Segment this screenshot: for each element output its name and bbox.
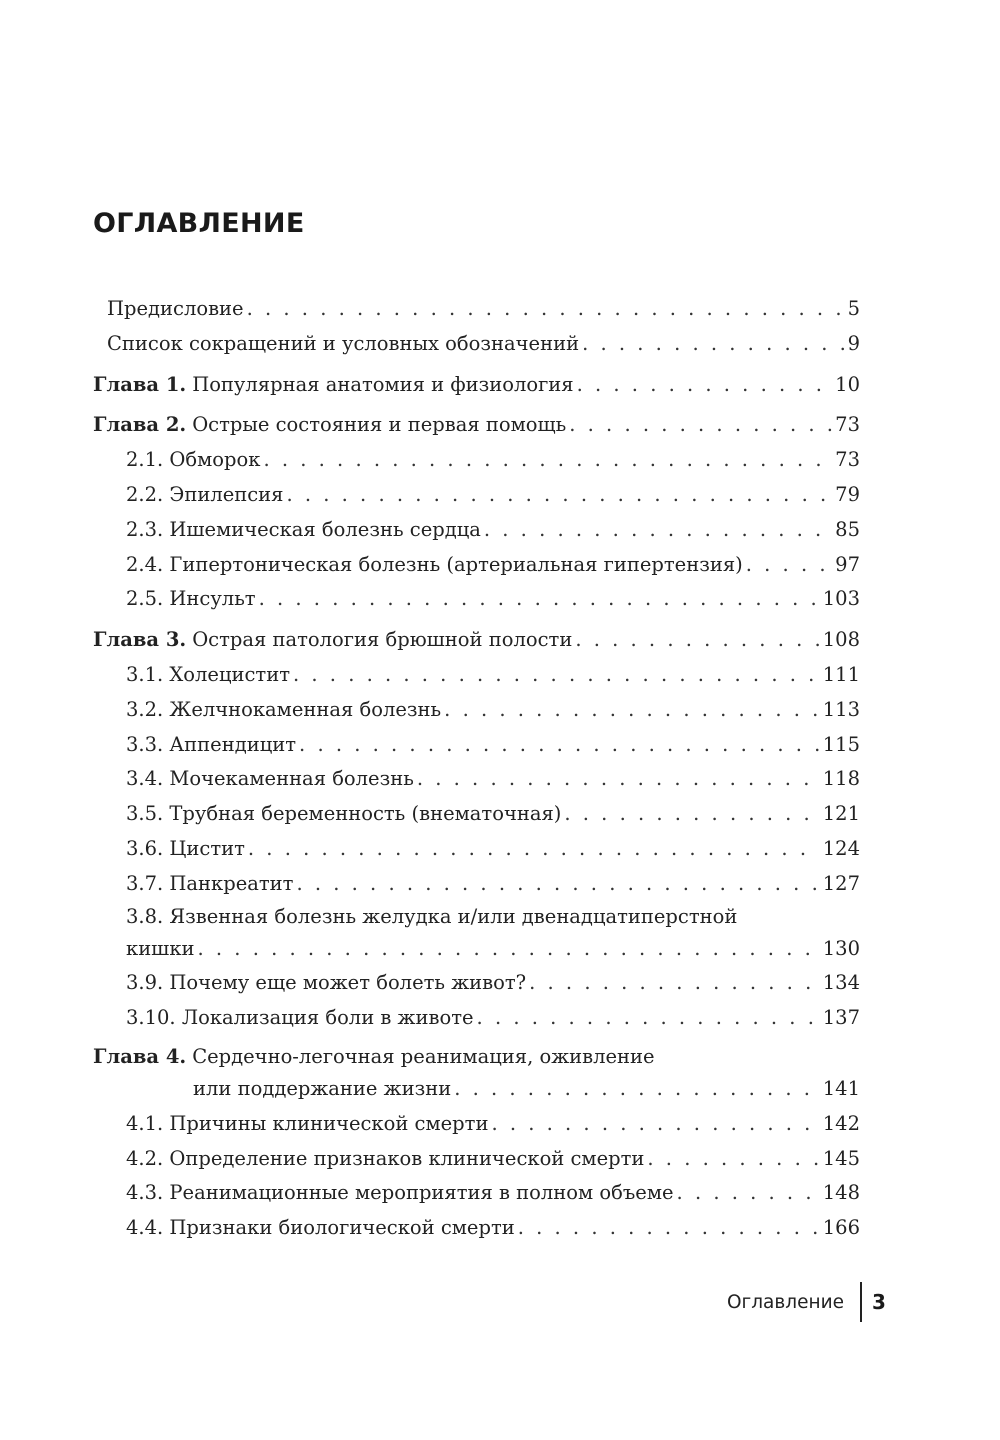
section-title: 2.4. Гипертоническая болезнь (артериальная гипертензия) <box>126 552 743 576</box>
section-page: 134 <box>822 971 860 995</box>
toc-chapter-3[interactable] <box>93 623 860 658</box>
dot-leader <box>529 966 820 1001</box>
section-title: 3.5. Трубная беременность (внематочная) <box>126 802 562 826</box>
section-title: 3.10. Локализация боли в животе <box>126 1006 474 1030</box>
dot-leader <box>286 478 832 513</box>
section-page: 127 <box>822 871 860 895</box>
dot-leader <box>484 513 832 548</box>
dot-leader <box>444 693 820 728</box>
dot-leader <box>569 408 832 443</box>
section-page: 130 <box>822 936 860 960</box>
section-page: 111 <box>822 662 860 686</box>
chapter-label: Глава 3. <box>93 628 187 652</box>
toc-entry-title: Список сокращений и условных обозначений <box>107 331 580 355</box>
toc-section-3-8[interactable] <box>93 902 860 967</box>
toc-section-2-1[interactable] <box>93 443 860 478</box>
dot-leader <box>746 548 832 583</box>
toc-section-4-4[interactable] <box>93 1211 860 1246</box>
section-page: 166 <box>822 1216 860 1240</box>
footer-section-title: Оглавление <box>726 1292 844 1313</box>
section-page: 103 <box>822 587 860 611</box>
toc-section-3-10[interactable] <box>93 1001 860 1036</box>
section-title: 4.4. Признаки биологической смерти <box>126 1216 515 1240</box>
section-title: 3.2. Желчнокаменная болезнь <box>126 697 442 721</box>
section-title: 3.9. Почему еще может болеть живот? <box>126 971 527 995</box>
section-title: 3.3. Аппендицит <box>126 732 297 756</box>
section-title-line2: кишки <box>126 936 195 960</box>
dot-leader <box>477 1001 820 1036</box>
toc-section-2-2[interactable] <box>93 478 860 513</box>
dot-leader <box>263 443 832 478</box>
dot-leader <box>259 582 820 617</box>
footer-divider <box>860 1282 862 1322</box>
chapter-page: 108 <box>822 628 860 652</box>
chapter-title-line2: или поддержание жизни <box>193 1076 452 1100</box>
section-page: 79 <box>835 482 860 506</box>
toc-chapter-4[interactable] <box>93 1042 860 1107</box>
section-page: 118 <box>822 767 860 791</box>
section-title: 2.2. Эпилепсия <box>126 482 284 506</box>
toc-section-3-2[interactable] <box>93 693 860 728</box>
section-page: 137 <box>822 1006 860 1030</box>
dot-leader <box>564 797 819 832</box>
section-title: 3.6. Цистит <box>126 836 245 860</box>
section-page: 115 <box>822 732 860 756</box>
dot-leader <box>198 932 820 967</box>
section-title: 4.2. Определение признаков клинической смерти <box>126 1146 645 1170</box>
section-page: 142 <box>822 1111 860 1135</box>
section-page: 121 <box>822 802 860 826</box>
toc-entry-page: 5 <box>847 297 860 320</box>
toc-entry-abbreviations[interactable] <box>93 327 860 362</box>
dot-leader <box>296 867 819 902</box>
section-page: 148 <box>822 1181 860 1205</box>
chapter-title: Острые состояния и первая помощь <box>192 413 567 437</box>
toc-section-4-2[interactable] <box>93 1142 860 1177</box>
dot-leader <box>247 292 845 327</box>
toc-chapter-1[interactable] <box>93 368 860 403</box>
toc-section-2-3[interactable] <box>93 513 860 548</box>
toc-section-3-5[interactable] <box>93 797 860 832</box>
toc-section-2-5[interactable] <box>93 582 860 617</box>
chapter-title: Популярная анатомия и физиология <box>192 372 574 396</box>
section-title: 2.5. Инсульт <box>126 587 256 611</box>
section-title: 3.4. Мочекаменная болезнь <box>126 767 414 791</box>
toc-chapter-2[interactable] <box>93 408 860 443</box>
section-title: 3.7. Панкреатит <box>126 871 294 895</box>
toc-entry-title: Предисловие <box>107 297 244 320</box>
chapter-title-line1: Сердечно-легочная реанимация, оживление <box>192 1044 655 1068</box>
chapter-page: 73 <box>835 413 860 437</box>
section-page: 113 <box>822 697 860 721</box>
chapter-label: Глава 4. <box>93 1044 187 1068</box>
dot-leader <box>647 1142 819 1177</box>
dot-leader <box>575 623 819 658</box>
running-footer <box>700 1282 900 1322</box>
toc-section-4-1[interactable] <box>93 1107 860 1142</box>
toc-section-4-3[interactable] <box>93 1176 860 1211</box>
section-page: 85 <box>835 517 860 541</box>
chapter-label: Глава 2. <box>93 413 187 437</box>
toc-entry-preface[interactable] <box>93 292 860 327</box>
section-page: 97 <box>835 552 860 576</box>
chapter-label: Глава 1. <box>93 372 187 396</box>
dot-leader <box>417 762 820 797</box>
dot-leader <box>582 327 844 362</box>
dot-leader <box>293 658 820 693</box>
dot-leader <box>454 1072 820 1107</box>
section-title: 4.1. Причины клинической смерти <box>126 1111 489 1135</box>
toc-section-3-4[interactable] <box>93 762 860 797</box>
dot-leader <box>518 1211 820 1246</box>
toc-section-3-3[interactable] <box>93 728 860 763</box>
section-title: 4.3. Реанимационные мероприятия в полном объеме <box>126 1181 674 1205</box>
toc-section-2-4[interactable] <box>93 548 860 583</box>
dot-leader <box>248 832 820 867</box>
toc-entry-page: 9 <box>847 331 860 355</box>
section-page: 145 <box>822 1146 860 1170</box>
dot-leader <box>491 1107 819 1142</box>
chapter-page: 141 <box>822 1076 860 1100</box>
dot-leader <box>577 368 833 403</box>
chapter-page: 10 <box>835 372 860 396</box>
section-title-line1: 3.8. Язвенная болезнь желудка и/или двенадцатиперстной <box>126 904 738 928</box>
section-title: 3.1. Холецистит <box>126 662 290 686</box>
chapter-title: Острая патология брюшной полости <box>192 628 573 652</box>
section-title: 2.1. Обморок <box>126 448 261 472</box>
section-page: 73 <box>835 448 860 472</box>
toc-section-3-9[interactable] <box>93 966 860 1001</box>
dot-leader <box>299 728 820 763</box>
toc-section-3-6[interactable] <box>93 832 860 867</box>
dot-leader <box>677 1176 820 1211</box>
page-title: ОГЛАВЛЕНИЕ <box>93 208 305 239</box>
toc-section-3-1[interactable] <box>93 658 860 693</box>
toc-section-3-7[interactable] <box>93 867 860 902</box>
section-page: 124 <box>822 836 860 860</box>
page-number: 3 <box>872 1290 886 1314</box>
table-of-contents <box>93 292 860 1246</box>
section-title: 2.3. Ишемическая болезнь сердца <box>126 517 481 541</box>
